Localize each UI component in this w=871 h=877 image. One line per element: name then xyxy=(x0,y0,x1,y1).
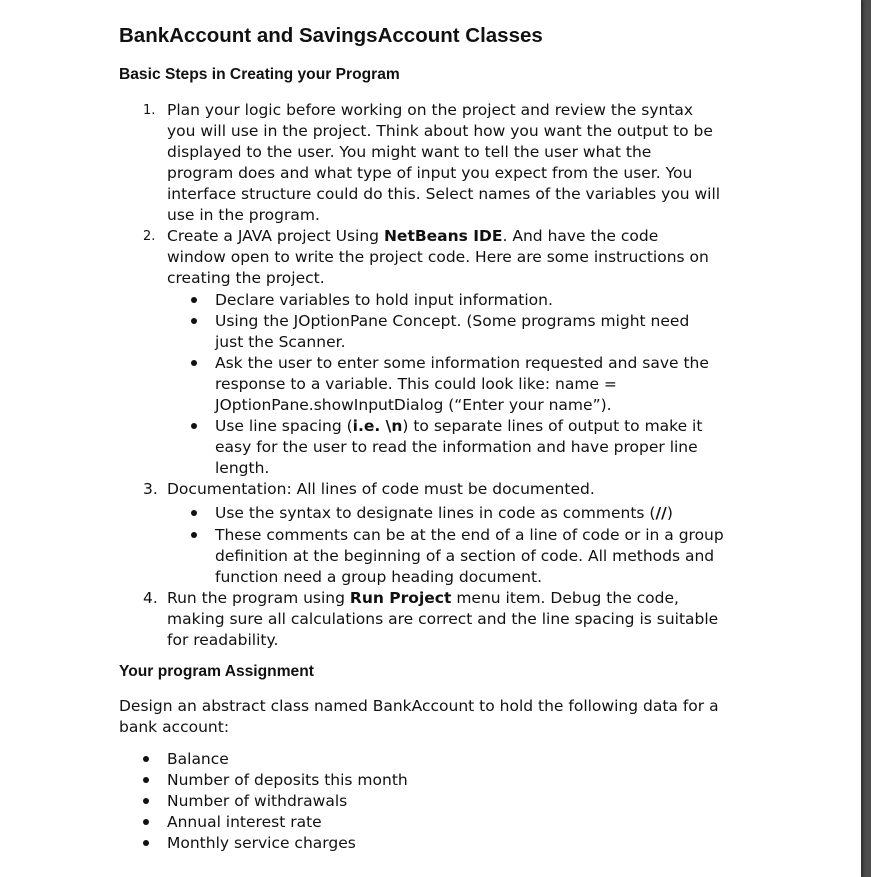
step-2-line: window open to write the project code. Here are some instructions on xyxy=(167,248,709,266)
netbeans-ide-text: NetBeans IDE xyxy=(383,227,503,245)
comment-syntax-text: // xyxy=(655,504,667,522)
step-2-bullet-line: Ask the user to enter some information requested and save the xyxy=(215,354,709,372)
step-3-bullet-line: definition at the beginning of a section of code. All methods and xyxy=(215,547,715,565)
step-1-line: you will use in the project. Think about how you want the output to be xyxy=(167,122,713,140)
step-2-bullet-line: response to a variable. This could look like: name = xyxy=(215,375,617,393)
step-1-line: Plan your logic before working on the project and review the syntax xyxy=(167,101,694,119)
bullet-text: Use line spacing ( xyxy=(215,417,353,435)
step-3-bullet-line: function need a group heading document. xyxy=(215,568,542,586)
step-2-bullet-line: JOptionPane.showInputDialog (“Enter your name”). xyxy=(215,396,612,414)
bullet-dot xyxy=(191,532,197,538)
step-2-line xyxy=(167,226,658,246)
bullet-text: ) to separate lines of output to make it xyxy=(402,417,703,435)
data-item: Balance xyxy=(167,750,229,768)
data-item: Monthly service charges xyxy=(167,834,356,852)
step-2-bullet-line: Using the JOptionPane Concept. (Some programs might need xyxy=(215,312,690,330)
step-2-bullet-line: just the Scanner. xyxy=(215,333,346,351)
bullet-text: Use the syntax to designate lines in code as comments ( xyxy=(215,504,656,522)
bullet-dot xyxy=(143,798,149,804)
step-2-number: 2. xyxy=(143,229,156,244)
bullet-dot xyxy=(143,819,149,825)
section-heading-basic-steps: Basic Steps in Creating your Program xyxy=(119,66,400,83)
section-heading-assignment: Your program Assignment xyxy=(119,663,314,680)
data-item: Number of deposits this month xyxy=(167,771,408,789)
bullet-dot xyxy=(191,297,197,303)
step-1-line: interface structure could do this. Select names of the variables you will xyxy=(167,185,721,203)
step-3-bullet-line xyxy=(215,503,673,523)
step-2-bullet-line: length. xyxy=(215,459,270,477)
bullet-dot xyxy=(191,510,197,516)
bullet-dot xyxy=(143,777,149,783)
bullet-dot xyxy=(143,840,149,846)
step-4-number: 4. xyxy=(143,589,158,607)
assignment-intro-line: Design an abstract class named BankAccount to hold the following data for a xyxy=(119,697,719,715)
step-1-line: displayed to the user. You might want to tell the user what the xyxy=(167,143,652,161)
step-2-bullet-line: easy for the user to read the information and have proper line xyxy=(215,438,698,456)
step-4-line xyxy=(167,588,679,608)
assignment-intro-line: bank account: xyxy=(119,718,230,736)
data-item: Annual interest rate xyxy=(167,813,322,831)
step-3-number: 3. xyxy=(143,480,158,498)
bullet-dot xyxy=(191,318,197,324)
data-item: Number of withdrawals xyxy=(167,792,348,810)
bullet-dot xyxy=(191,360,197,366)
step-4-text: menu item. Debug the code, xyxy=(451,589,679,607)
step-2-line: creating the project. xyxy=(167,269,325,287)
step-2-text: Create a JAVA project Using xyxy=(167,227,384,245)
step-4-text: Run the program using xyxy=(167,589,350,607)
bullet-text: ) xyxy=(666,504,673,522)
newline-escape-text: i.e. \n xyxy=(352,417,403,435)
step-1-line: program does and what type of input you expect from the user. You xyxy=(167,164,693,182)
bullet-dot xyxy=(143,756,149,762)
step-3-line: Documentation: All lines of code must be documented. xyxy=(167,480,595,498)
step-2-bullet-line xyxy=(215,416,702,436)
step-3-bullet-line: These comments can be at the end of a line of code or in a group xyxy=(215,526,724,544)
bullet-dot xyxy=(191,423,197,429)
step-2-bullet-line: Declare variables to hold input information. xyxy=(215,291,553,309)
step-1-number: 1. xyxy=(143,103,156,118)
step-4-line: making sure all calculations are correct and the line spacing is suitable xyxy=(167,610,719,628)
step-1-line: use in the program. xyxy=(167,206,320,224)
run-project-text: Run Project xyxy=(349,589,452,607)
document-title: BankAccount and SavingsAccount Classes xyxy=(119,24,543,47)
step-2-text: . And have the code xyxy=(502,227,659,245)
step-4-line: for readability. xyxy=(167,631,279,649)
